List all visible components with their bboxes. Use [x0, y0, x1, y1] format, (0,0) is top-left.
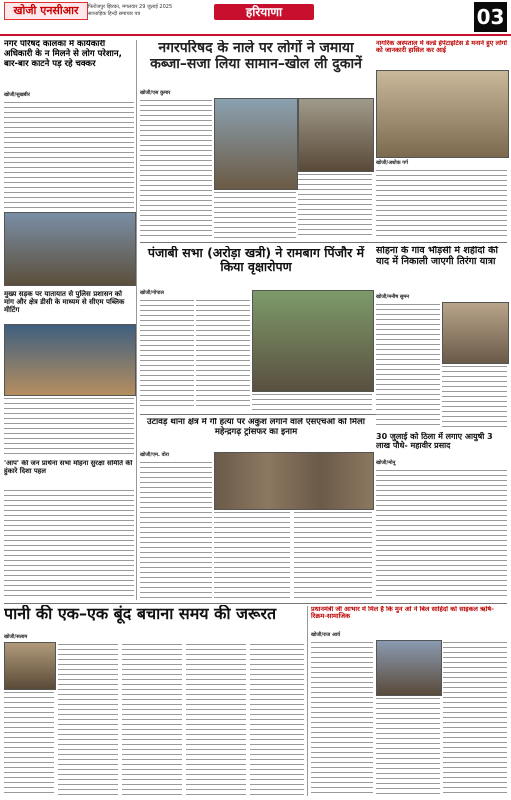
story-9-title: 30 जुलाई को ठिला में लगाए आयुषी 3 लाख पौधे- महावीर प्रसाद [376, 432, 493, 451]
story-4-title: मुख्य सड़क पर यातायात से पुलिस प्रशासन को मांग और क्षेत्र डीसी के माध्यम से सीएम पब्लिक मीटिंग [4, 290, 125, 315]
story-8-photos [214, 452, 374, 510]
story-9-byline-box [376, 458, 507, 466]
story-11-body-col-1 [311, 640, 373, 796]
story-1-title: नगर परिषद कालका में कार्यकारी अधिकारी के न मिलने से लोग परेशान, बार-बार काटने पड़ रहे चक्कर [4, 40, 122, 69]
story-8-body-col-3 [294, 510, 372, 600]
story-8-body-col-2 [214, 510, 290, 600]
rule-2 [140, 414, 376, 415]
story-4 [4, 290, 134, 322]
story-3-byline: खोजी/अशोक गर्ग [376, 160, 408, 166]
story-8-title: उटावड़ थाना क्षेत्र में गौ हत्या पर अंकुश लगाने वाले एसएचओ को मिला महेन्द्रगढ़ ट्रांसफर का इनाम [147, 418, 365, 437]
page-number: 03 [474, 2, 507, 32]
story-8-byline-box [140, 450, 220, 458]
story-3-byline-box [376, 158, 507, 166]
story-4-photo [4, 324, 136, 396]
story-5-title: पंजाबी सभा (अरोड़ा खत्री) ने रामबाग पिंजौर में किया वृक्षारोपण [147, 246, 365, 275]
story-6-body-col-1 [376, 302, 440, 428]
story-2-body-col-3 [298, 172, 372, 238]
story-7-body [4, 488, 134, 596]
story-11-body-col-3 [443, 640, 507, 796]
story-1-body [4, 100, 134, 210]
story-5-photo [252, 290, 374, 392]
story-9-body [376, 468, 507, 600]
column-divider [136, 40, 137, 600]
story-3-photo [376, 70, 509, 158]
story-2-byline-box [140, 88, 220, 96]
story-1-byline: खोजी/सुखबीर [4, 92, 30, 98]
story-2-body-col-2 [214, 190, 296, 238]
story-3-body [376, 168, 507, 238]
story-11-photo [376, 640, 442, 696]
story-3-title: नागरिक अस्पताल में वर्ल्ड हेपेटाइटिस डे मनाने हुए लोगों को जानकारी हासिल कर आई [376, 40, 507, 55]
masthead [0, 0, 511, 37]
story-2-title: नगरपरिषद के नाले पर लोगों ने जमाया कब्जा–सजा लिया सामान–खोल ली दुकानें [150, 40, 362, 73]
story-5-byline: खोजी/गोपाल [140, 290, 164, 296]
story-2-body-col-1 [140, 98, 212, 238]
story-10-body-col-1 [4, 690, 54, 796]
story-5 [140, 246, 372, 286]
story-11-body-col-2 [376, 696, 440, 796]
story-6-byline-box [376, 292, 507, 300]
story-5-body-col-1 [140, 298, 194, 408]
story-9-byline: खोजी/मोनू [376, 460, 396, 466]
story-10-photo [4, 642, 56, 690]
story-5-body-col-2 [196, 298, 250, 408]
story-7-title: 'आप' की जन प्रार्थना सभा मोहना सुरक्षा समिति की हुंकारे दिशा पहल [4, 460, 133, 475]
rule-3 [4, 603, 507, 604]
rule-1 [140, 242, 507, 243]
story-8-byline: खोजी/एम. वोरा [140, 452, 170, 458]
story-10-title: पानी की एक–एक बूंद बचाना समय की जरूरत [4, 605, 277, 623]
story-10-body-col-4 [186, 642, 246, 796]
story-10 [4, 605, 304, 631]
story-6-body-col-2 [442, 364, 507, 428]
story-9 [376, 432, 507, 456]
story-6-title: सोहना के गांव भौंड़सी में शहीदों की याद में निकाली जाएगी तिरंगा यात्रा [376, 246, 498, 267]
story-2 [140, 40, 372, 86]
story-6-photo [442, 302, 509, 364]
sub-line: साप्ताहिक हिन्दी समाचार पत्र [88, 11, 141, 17]
story-1 [4, 40, 134, 88]
story-1-photo [4, 212, 136, 286]
story-11-byline: खोजी/राज आर्य [311, 632, 341, 638]
column-divider-2 [307, 606, 308, 796]
story-6-byline: खोजी/मनीष सुमन [376, 294, 410, 300]
story-6 [376, 246, 507, 290]
story-10-body-col-3 [122, 642, 182, 796]
story-10-byline: खोजी/सलाम [4, 634, 28, 640]
story-2-photo-2 [298, 98, 374, 172]
story-11 [311, 606, 507, 628]
story-7 [4, 460, 134, 486]
story-11-title: प्रधानमंत्री जी आभार में मिल है कि मुन ओ ने बिल साहिदों को साइकल ऋषि-रिक्रम-सामाजिक [311, 606, 494, 621]
masthead-rule [0, 34, 511, 36]
story-10-body-col-2 [58, 642, 118, 796]
story-11-byline-box [311, 630, 401, 638]
story-2-photo-1 [214, 98, 298, 190]
section-title: हरियाणा [214, 4, 314, 20]
story-8-body-col-1 [140, 460, 212, 600]
story-1-byline-box [4, 90, 134, 98]
story-5-byline-box [140, 288, 220, 296]
story-8 [140, 418, 372, 448]
date-line: फिरोजपुर झिरका, मंगलवार 29 जुलाई 2025 [88, 4, 173, 10]
story-3 [376, 40, 507, 68]
story-5-body-col-3 [252, 392, 372, 412]
story-4-body [4, 396, 134, 456]
story-2-byline: खोजी/एस कुमार [140, 90, 171, 96]
story-10-byline-box [4, 632, 84, 640]
publication-name: खोजी एनसीआर [4, 2, 88, 20]
story-10-body-col-5 [250, 642, 304, 796]
